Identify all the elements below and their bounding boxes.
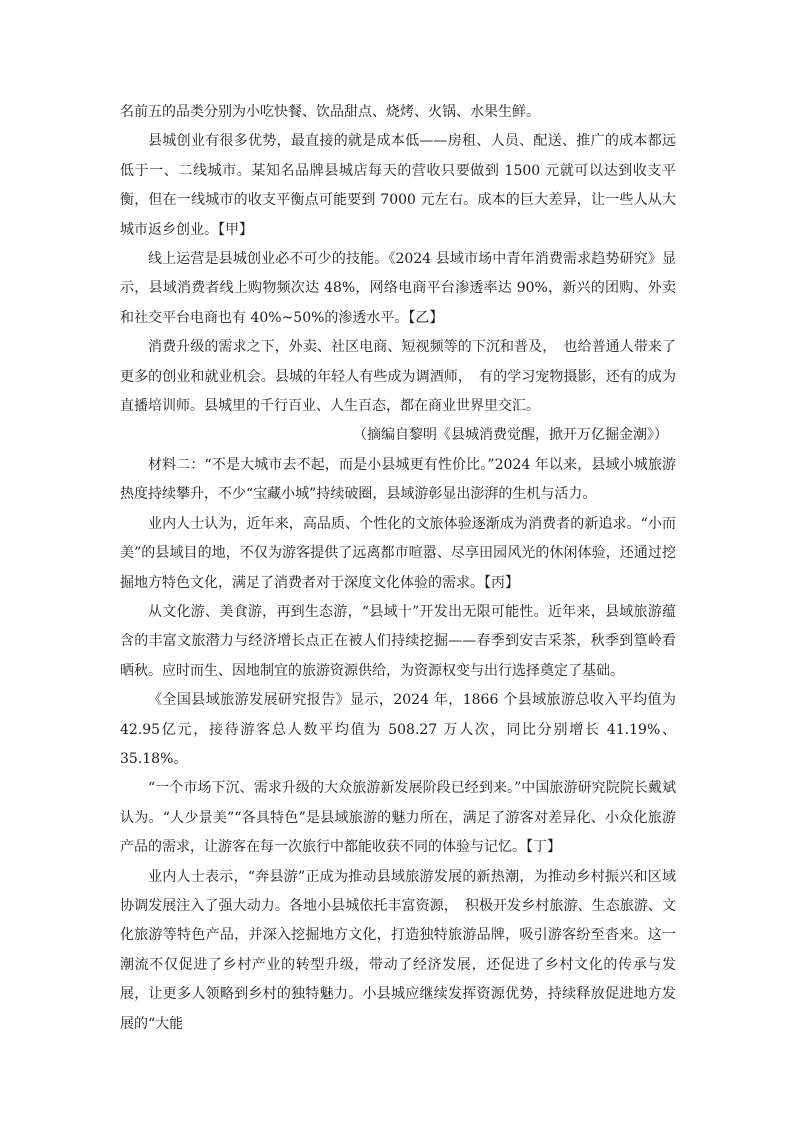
paragraph: 《全国县域旅游发展研究报告》显示，2024 年，1866 个县域旅游总收入平均值为42.95亿元，接待游客总人数平均值为 508.27 万人次，同比分别增长 41.19%、35.18%。: [120, 692, 676, 767]
paragraph: 消费升级的需求之下，外卖、社区电商、短视频等的下沉和普及， 也给普通人带来了更多的创业和就业机会。县城的年轻人有些成为调酒师， 有的学习宠物摄影，还有的成为直播培训师。县城里的千行百业、人生百态，都在商业世界里交汇。: [120, 339, 676, 415]
paragraph: 业内人士表示，“奔县游”正成为推动县域旅游发展的新热潮，为推动乡村振兴和区域协调发展注入了强大动力。各地小县城依托丰富资源， 积极开发乡村旅游、生态旅游、文化旅游等特色产品，并深入挖掘地方文化，打造独特旅游品牌，吸引游客纷至沓来。这一潮流不仅促进了乡村产业的转型升级，带动了经济发展，还促进了乡村文化的传承与发展，让更多人领略到乡村的独特魅力。小县城应继续发挥资源优势，持续释放促进地方发展的“大能: [120, 868, 676, 1032]
paragraph: 县城创业有很多优势，最直接的就是成本低——房租、人员、配送、推广的成本都远低于一、二线城市。某知名品牌县城店每天的营收只要做到 1500 元就可以达到收支平衡，但在一线城市的收支平衡点可能要到 7000 元左右。成本的巨大差异，让一些人从大城市返乡创业。【甲】: [120, 133, 676, 238]
paragraph: “一个市场下沉、需求升级的大众旅游新发展阶段已经到来。”中国旅游研究院院长戴斌认为。“人少景美”“各具特色”是县域旅游的魅力所在，满足了游客对差异化、小众化旅游产品的需求，让游客在每一次旅行中都能收获不同的体验与记忆。【丁】: [120, 780, 676, 856]
document-body: [120, 98, 676, 1039]
paragraph: 材料二：“不是大城市去不起，而是小县城更有性价比。”2024 年以来，县域小城旅游热度持续攀升，不少“宝藏小城”持续破圈，县域游彰显出澎湃的生机与活力。: [120, 456, 676, 503]
paragraph: 线上运营是县城创业必不可少的技能。《2024 县域市场中青年消费需求趋势研究》显示，县域消费者线上购物频次达 48%，网络电商平台渗透率达 90%，新兴的团购、外卖和社交平台电商也有 40%~50%的渗透水平。【乙】: [120, 251, 676, 326]
paragraph: 名前五的品类分别为小吃快餐、饮品甜点、烧烤、火锅、水果生鲜。: [120, 104, 540, 120]
source-citation: （摘编自黎明《县城消费觉醒，掀开万亿掘金潮》）: [353, 427, 668, 444]
paragraph: 从文化游、美食游，再到生态游，“县域十”开发出无限可能性。近年来，县域旅游蕴含的丰富文旅潜力与经济增长点正在被人们持续挖掘——春季到安吉采茶，秋季到篁岭看晒秋。应时而生、因地制宜的旅游资源供给，为资源权变与出行选择奠定了基础。: [120, 603, 676, 679]
paragraph: 业内人士认为，近年来，高品质、个性化的文旅体验逐渐成为消费者的新追求。“小而美”的县域目的地，不仅为游客提供了远离都市喧嚣、尽享田园风光的休闲体验，还通过挖掘地方特色文化，满足了消费者对于深度文化体验的需求。【丙】: [120, 515, 676, 591]
